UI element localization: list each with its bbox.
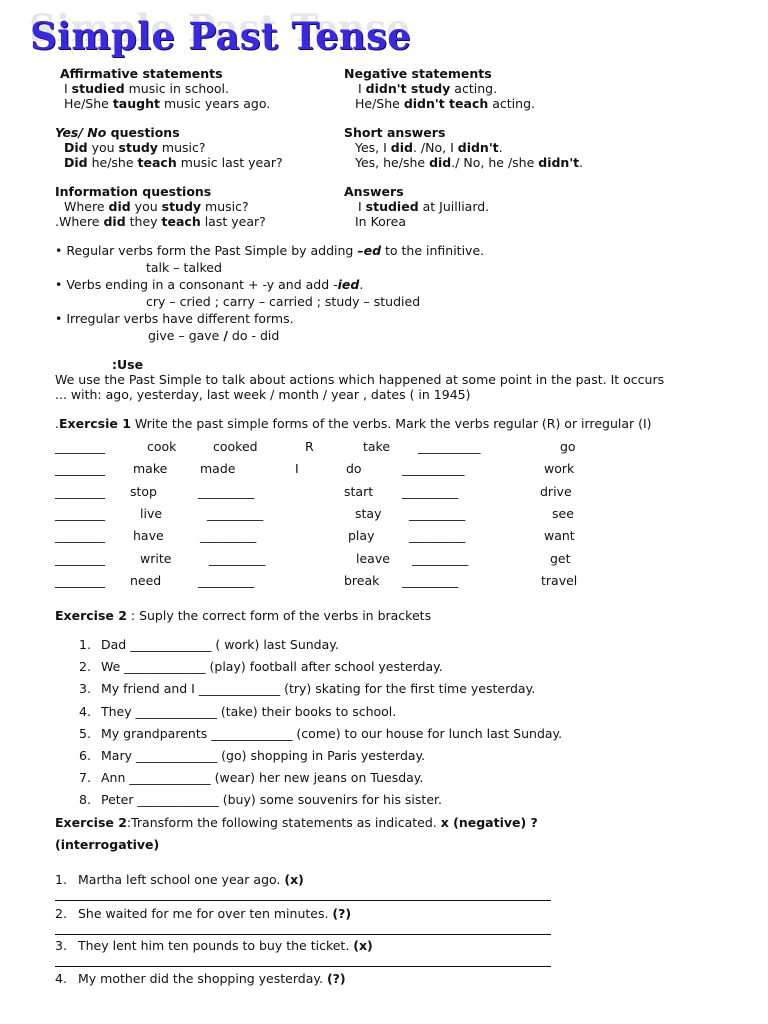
exercise-3-item-number: 2.: [55, 906, 67, 921]
yes-no-heading: Yes/ No questions: [55, 125, 180, 140]
affirmative-example-1: I studied music in school.: [64, 81, 229, 96]
exercise-3-item: [78, 872, 304, 887]
rule-irregular-verbs: • Irregular verbs have different forms.: [55, 311, 294, 326]
exercise-3-item-number: 3.: [55, 938, 67, 953]
exercise-1-blank: _________: [402, 572, 459, 588]
answer-1: I studied at Juilliard.: [358, 199, 490, 214]
exercise-2-heading: Exercise 2 : Suply the correct form of the verbs in brackets: [55, 608, 432, 623]
exercise-1-verb: get: [550, 550, 571, 566]
exercise-2-item: My friend and I _____________ (try) skating for the first time yesterday.: [101, 681, 536, 697]
exercise-1-verb: play: [348, 528, 375, 544]
exercise-1-blank: _________: [402, 483, 459, 499]
exercise-3-item-number: 4.: [55, 971, 67, 986]
exercise-2-item: Peter _____________ (buy) some souvenirs for his sister.: [101, 792, 442, 808]
exercise-1-type: I: [295, 461, 299, 477]
exercise-3-answer-line[interactable]: [55, 900, 551, 901]
exercise-1-past-form: _________: [207, 505, 264, 521]
exercise-2-item-number: 6.: [79, 748, 91, 763]
exercise-1-type: R: [305, 439, 314, 454]
exercise-1-verb: need: [130, 572, 162, 588]
rule-consonant-y-example: cry – cried ; carry – carried ; study – studied: [146, 294, 421, 309]
exercise-1-blank: _________: [412, 550, 469, 566]
exercise-2-item: Dad _____________ ( work) last Sunday.: [101, 637, 339, 652]
exercise-2-item: Ann _____________ (wear) her new jeans on Tuesday.: [101, 770, 424, 786]
exercise-1-blank: ________: [55, 483, 105, 499]
exercise-3-tag: (?): [326, 971, 346, 986]
exercise-1-verb: start: [344, 483, 374, 499]
exercise-1-blank: ________: [55, 439, 105, 454]
exercise-3-item-number: 1.: [55, 872, 67, 887]
answer-2: In Korea: [355, 214, 407, 229]
exercise-3-item: [78, 938, 373, 953]
exercise-1-blank: ________: [55, 505, 105, 521]
exercise-1-blank: ________: [55, 461, 105, 477]
yes-no-example-1: Did you study music?: [64, 140, 206, 155]
exercise-1-verb: travel: [541, 572, 578, 588]
exercise-1-verb: stay: [355, 505, 382, 521]
answers-heading: Answers: [344, 184, 404, 199]
exercise-2-item-number: 7.: [79, 770, 91, 786]
exercise-1-verb: do: [346, 461, 362, 477]
exercise-3-heading: Exercise 2:Transform the following statements as indicated. x (negative) ?: [55, 815, 538, 830]
exercise-1-verb: go: [560, 439, 576, 454]
exercise-3-statement: Martha left school one year ago.: [78, 872, 285, 887]
exercise-1-blank: __________: [418, 439, 481, 454]
yes-no-example-2: Did he/she teach music last year?: [64, 155, 283, 170]
rule-irregular-example: give – gave / do - did: [148, 328, 280, 343]
negative-heading: Negative statements: [344, 66, 492, 81]
exercise-1-past-form: cooked: [213, 439, 258, 454]
exercise-1-verb: break: [344, 572, 380, 588]
information-questions-heading: Information questions: [55, 184, 212, 199]
affirmative-example-2: He/She taught music years ago.: [64, 96, 271, 111]
exercise-2-item: They _____________ (take) their books to school.: [101, 703, 397, 719]
exercise-1-verb: make: [133, 461, 168, 477]
use-line-1: We use the Past Simple to talk about actions which happened at some point in the past. It occurs: [55, 372, 665, 387]
exercise-1-verb: cook: [147, 439, 177, 454]
exercise-3-item: [78, 971, 346, 986]
exercise-1-verb: stop: [130, 483, 157, 499]
exercise-3-heading-line-2: (interrogative): [55, 837, 160, 852]
page-title: Simple Past Tense: [30, 14, 412, 58]
exercise-1-blank: ________: [55, 572, 105, 588]
exercise-1-blank: _________: [409, 505, 466, 521]
exercise-1-blank: __________: [402, 461, 465, 477]
exercise-2-item: Mary _____________ (go) shopping in Paris yesterday.: [101, 748, 426, 763]
exercise-1-verb: want: [544, 528, 575, 544]
exercise-2-item-number: 4.: [79, 703, 91, 719]
exercise-1-blank: _________: [409, 528, 466, 544]
rule-regular-verbs: • Regular verbs form the Past Simple by adding –ed to the infinitive.: [55, 243, 485, 258]
short-answers-heading: Short answers: [344, 125, 446, 140]
exercise-1-verb: leave: [356, 550, 390, 566]
exercise-3-item: [78, 906, 351, 921]
exercise-3-tag: (x): [353, 938, 373, 953]
affirmative-heading: Affirmative statements: [60, 66, 223, 81]
information-example-1: Where did you study music?: [64, 199, 249, 214]
short-answer-2: Yes, he/she did./ No, he /she didn't.: [355, 155, 584, 170]
exercise-1-past-form: _________: [198, 572, 255, 588]
exercise-1-past-form: _________: [198, 483, 255, 499]
exercise-1-past-form: _________: [200, 528, 257, 544]
exercise-3-statement: She waited for me for over ten minutes.: [78, 906, 333, 921]
exercise-2-item-number: 5.: [79, 725, 91, 741]
exercise-2-item-number: 1.: [79, 637, 91, 652]
exercise-2-item: We _____________ (play) football after school yesterday.: [101, 659, 443, 675]
exercise-3-answer-line[interactable]: [55, 934, 551, 935]
exercise-3-statement: My mother did the shopping yesterday.: [78, 971, 327, 986]
exercise-3-tag: (?): [332, 906, 352, 921]
rule-regular-example: talk – talked: [146, 260, 222, 275]
exercise-1-verb: have: [133, 528, 164, 544]
exercise-1-verb: work: [544, 461, 575, 477]
exercise-1-verb: see: [552, 505, 574, 521]
negative-example-1: I didn't study acting.: [358, 81, 498, 96]
exercise-1-blank: ________: [55, 550, 105, 566]
negative-example-2: He/She didn't teach acting.: [355, 96, 535, 111]
exercise-2-item-number: 8.: [79, 792, 91, 808]
exercise-3-tag: (x): [284, 872, 304, 887]
exercise-1-verb: take: [363, 439, 391, 454]
exercise-2-item-number: 3.: [79, 681, 91, 697]
use-heading: :Use: [112, 357, 144, 372]
use-line-2: ... with: ago, yesterday, last week / month / year , dates ( in 1945): [55, 387, 471, 402]
information-example-2: .Where did they teach last year?: [55, 214, 266, 229]
exercise-1-verb: live: [140, 505, 163, 521]
exercise-3-statement: They lent him ten pounds to buy the ticket.: [78, 938, 354, 953]
exercise-1-verb: drive: [540, 483, 572, 499]
exercise-1-verb: write: [140, 550, 172, 566]
exercise-1-past-form: made: [200, 461, 236, 477]
exercise-1-past-form: _________: [209, 550, 266, 566]
rule-consonant-y: • Verbs ending in a consonant + -y and add -ied.: [55, 277, 364, 292]
exercise-1-blank: ________: [55, 528, 105, 544]
short-answer-1: Yes, I did. /No, I didn't.: [355, 140, 503, 155]
exercise-2-item: My grandparents _____________ (come) to our house for lunch last Sunday.: [101, 725, 563, 741]
exercise-3-answer-line[interactable]: [55, 966, 551, 967]
exercise-1-heading: .Exercsie 1 Write the past simple forms of the verbs. Mark the verbs regular (R) or irregular (I): [55, 416, 652, 431]
exercise-2-item-number: 2.: [79, 659, 91, 675]
